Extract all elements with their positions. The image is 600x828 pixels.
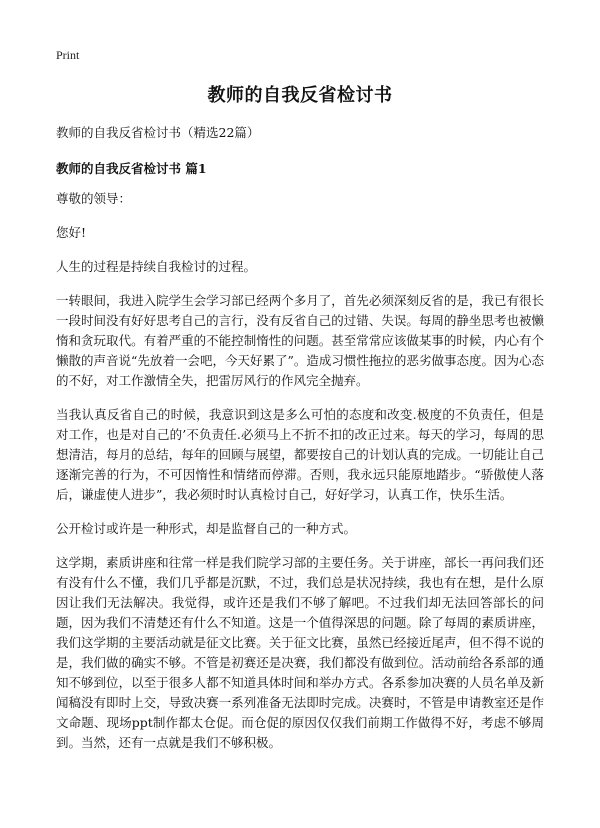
page-title: 教师的自我反省检讨书 [207,85,393,106]
greeting: 您好! [56,225,87,240]
paragraph-intro: 人生的过程是持续自我检讨的过程。 [56,259,257,274]
paragraph-body-2: 当我认真反省自己的时候，我意识到这是多么可怕的态度和改变.极度的不负责任，但是对工作，也是对自己的’不负责任.必须马上不折不扣的改正过来。每天的学习，每周的思想清洁，每月的总结，每年的回顾与展望，都要按自己的计划认真的完成。一切能让自己逐渐完善的行为，不可因惰性和情绪而停滞。否则，我永远只能原地踏步。“骄傲使人落后，谦虚使人进步”，我必须时时认真检讨自己，好好学习，认真工作，快乐生活。 [56,407,544,502]
paragraph-body-4: 这学期，素质讲座和往常一样是我们院学习部的主要任务。关于讲座，部长一再问我们还有没有什么不懂，我们几乎都是沉默，不过，我们总是状况持续，我也有在想，是什么原因让我们无法解决。我觉得，或许还是我们不够了解吧。不过我们却无法回答部长的问题，因为我们不清楚还有什么不知道。这是一个值得深思的问题。除了每周的素质讲座，我们这学期的主要活动就是征文比赛。关于征文比赛，虽然已经接近尾声，但不得不说的是，我们做的确实不够。不管是初赛还是决赛，我们都没有做到位。活动前给各系部的通知不够到位，以至于很多人都不知道具体时间和举办方式。各系参加决赛的人员名单及新闻稿没有即时上交，导致决赛一系列准备无法即时完成。决赛时，不管是申请教室还是作文命题、现场ppt制作都太仓促。而仓促的原因仅仅我们前期工作做得不好，考虑不够周到。当然，还有一点就是我们不够积极。 [56,555,544,750]
print-link[interactable]: Print [56,48,80,62]
section-heading: 教师的自我反省检讨书 篇1 [56,161,207,176]
paragraph-body-1: 一转眼间，我进入院学生会学习部已经两个多月了，首先必须深刻反省的是，我已有很长一段时间没有好好思考自己的言行，没有反省自己的过错、失误。每周的静坐思考也被懒惰和贪玩取代。有着严重的不能控制惰性的问题。甚至常常应该做某事的时候，内心有个懒散的声音说“先放着一会吧，今天好累了”。造成习惯性拖拉的恶劣做事态度。因为心态的不好，对工作激情全失，把雷厉风行的作风完全抛弃。 [56,293,544,388]
salutation: 尊敬的领导： [56,191,132,206]
document-subtitle: 教师的自我反省检讨书（精选22篇） [56,125,260,140]
paragraph-body-3: 公开检讨或许是一种形式，却是监督自己的一种方式。 [56,521,357,536]
